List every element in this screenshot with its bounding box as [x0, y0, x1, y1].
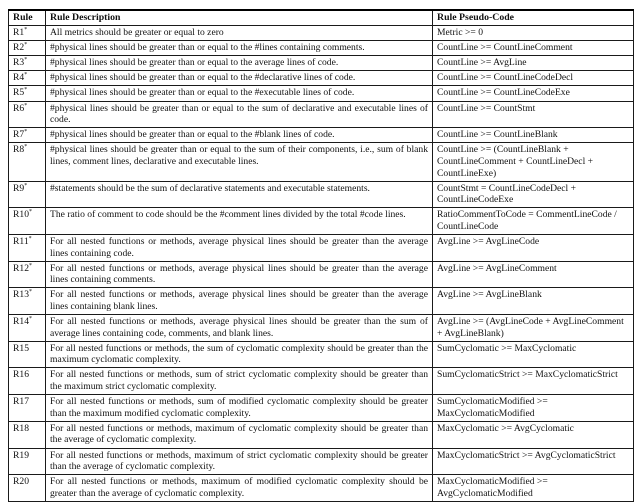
table-row [9, 101, 634, 128]
rule-pseudo-code: MaxCyclomatic >= AvgCyclomatic [433, 421, 634, 448]
rule-id: R6* [9, 101, 46, 128]
table-row [9, 26, 634, 41]
rule-description: For all nested functions or methods, maximum of cyclomatic complexity should be greater than the average of cyclomatic complexity. [46, 421, 433, 448]
rule-id: R14* [9, 315, 46, 342]
rule-pseudo-code: MaxCyclomaticModified >= AvgCyclomaticModified [433, 475, 634, 502]
rule-id: R3* [9, 56, 46, 71]
rule-id: R2* [9, 41, 46, 56]
rule-description: For all nested functions or methods, sum of strict cyclomatic complexity should be greater than the maximum strict cyclomatic complexity. [46, 368, 433, 395]
table-row [9, 288, 634, 315]
rule-pseudo-code: AvgLine >= AvgLineComment [433, 261, 634, 288]
rule-description: #physical lines should be greater than or equal to the #lines containing comments. [46, 41, 433, 56]
table-row [9, 128, 634, 143]
rule-pseudo-code: CountLine >= CountLineCodeDecl [433, 71, 634, 86]
rule-pseudo-code: CountLine >= CountLineComment [433, 41, 634, 56]
rule-star: * [24, 72, 28, 79]
rule-id: R10* [9, 208, 46, 235]
rule-description: #physical lines should be greater than or equal to the #blank lines of code. [46, 128, 433, 143]
rule-description: For all nested functions or methods, average physical lines should be greater than the average lines containing blank lines. [46, 288, 433, 315]
rule-id: R13* [9, 288, 46, 315]
rules-table-body [9, 26, 634, 502]
rule-description: All metrics should be greater or equal to zero [46, 26, 433, 41]
table-row [9, 86, 634, 101]
rule-star: * [24, 42, 28, 48]
rule-description: For all nested functions or methods, the sum of cyclomatic complexity should be greater than the maximum cyclomatic complexity. [46, 341, 433, 368]
rule-id: R12* [9, 261, 46, 288]
rule-id: R8* [9, 143, 46, 181]
rule-id: R15 [9, 341, 46, 368]
rule-id: R5* [9, 86, 46, 101]
rule-description: For all nested functions or methods, sum of modified cyclomatic complexity should be greater than the maximum modified cyclomatic complexity. [46, 395, 433, 422]
table-row [9, 341, 634, 368]
rule-description: #physical lines should be greater than or equal to the #executable lines of code. [46, 86, 433, 101]
rule-pseudo-code: CountStmt = CountLineCodeDecl + CountLineCodeExe [433, 181, 634, 208]
rule-star: * [24, 182, 28, 189]
rule-description: #physical lines should be greater than or equal to the average lines of code. [46, 56, 433, 71]
rule-description: For all nested functions or methods, maximum of strict cyclomatic complexity should be greater than the average of cyclomatic complexity. [46, 448, 433, 475]
rule-id: R1* [9, 26, 46, 41]
rule-description: For all nested functions or methods, average physical lines should be greater than the average lines containing code. [46, 235, 433, 262]
rule-star: * [28, 235, 32, 242]
rule-id: R19 [9, 448, 46, 475]
table-row [9, 181, 634, 208]
rule-id: R16 [9, 368, 46, 395]
rule-star: * [29, 262, 32, 269]
rule-id: R17 [9, 395, 46, 422]
header-rule: Rule [9, 10, 46, 26]
rule-pseudo-code: Metric >= 0 [433, 26, 634, 41]
rule-pseudo-code: CountLine >= AvgLine [433, 56, 634, 71]
rule-star: * [24, 144, 28, 151]
rule-star: * [29, 315, 32, 322]
rule-pseudo-code: CountLine >= CountLineCodeExe [433, 86, 634, 101]
table-row [9, 71, 634, 86]
rule-star: * [29, 289, 32, 296]
rule-star: * [24, 57, 28, 64]
rule-pseudo-code: AvgLine >= AvgLineCode [433, 235, 634, 262]
rules-table [8, 9, 634, 502]
table-header-row [9, 10, 634, 26]
rule-id: R18 [9, 421, 46, 448]
rule-star: * [24, 129, 28, 136]
table-row [9, 56, 634, 71]
table-row [9, 143, 634, 181]
table-row [9, 475, 634, 502]
rule-pseudo-code: SumCyclomaticModified >= MaxCyclomaticModified [433, 395, 634, 422]
rule-pseudo-code: RatioCommentToCode = CommentLineCode / CountLineCode [433, 208, 634, 235]
table-row [9, 315, 634, 342]
rule-pseudo-code: SumCyclomatic >= MaxCyclomatic [433, 341, 634, 368]
table-row [9, 261, 634, 288]
rule-description: #physical lines should be greater than or equal to the sum of their components, i.e., sum of blank lines, comment lines, declarative and executable lines. [46, 143, 433, 181]
rule-pseudo-code: SumCyclomaticStrict >= MaxCyclomaticStrict [433, 368, 634, 395]
rule-star: * [24, 102, 28, 109]
table-row [9, 448, 634, 475]
rule-description: #physical lines should be greater than or equal to the sum of declarative and executable lines of code. [46, 101, 433, 128]
rule-pseudo-code: CountLine >= (CountLineBlank + CountLineComment + CountLineDecl + CountLineExe) [433, 143, 634, 181]
rule-description: #physical lines should be greater than or equal to the #declarative lines of code. [46, 71, 433, 86]
rule-description: For all nested functions or methods, maximum of modified cyclomatic complexity should be greater than the average of cyclomatic complexity. [46, 475, 433, 502]
rule-pseudo-code: AvgLine >= AvgLineBlank [433, 288, 634, 315]
rule-id: R7* [9, 128, 46, 143]
header-rule-description: Rule Description [46, 10, 433, 26]
table-row [9, 421, 634, 448]
rule-pseudo-code: CountLine >= CountLineBlank [433, 128, 634, 143]
rule-star: * [24, 26, 28, 33]
header-rule-pseudo-code: Rule Pseudo-Code [433, 10, 634, 26]
rule-description: The ratio of comment to code should be the #comment lines divided by the total #code lines. [46, 208, 433, 235]
rule-id: R11* [9, 235, 46, 262]
rule-description: For all nested functions or methods, average physical lines should be greater than the average lines containing comments. [46, 261, 433, 288]
rule-description: #statements should be the sum of declarative statements and executable statements. [46, 181, 433, 208]
rule-id: R20 [9, 475, 46, 502]
rule-star: * [24, 87, 28, 94]
table-row [9, 395, 634, 422]
rule-id: R9* [9, 181, 46, 208]
rule-pseudo-code: CountLine >= CountStmt [433, 101, 634, 128]
table-row [9, 41, 634, 56]
table-row [9, 235, 634, 262]
rule-pseudo-code: MaxCyclomaticStrict >= AvgCyclomaticStrict [433, 448, 634, 475]
table-row [9, 368, 634, 395]
rule-star: * [29, 209, 32, 216]
rule-pseudo-code: AvgLine >= (AvgLineCode + AvgLineComment + AvgLineBlank) [433, 315, 634, 342]
table-row [9, 208, 634, 235]
rule-id: R4* [9, 71, 46, 86]
rule-description: For all nested functions or methods, average physical lines should be greater than the sum of average lines containing code, comments, and blank lines. [46, 315, 433, 342]
